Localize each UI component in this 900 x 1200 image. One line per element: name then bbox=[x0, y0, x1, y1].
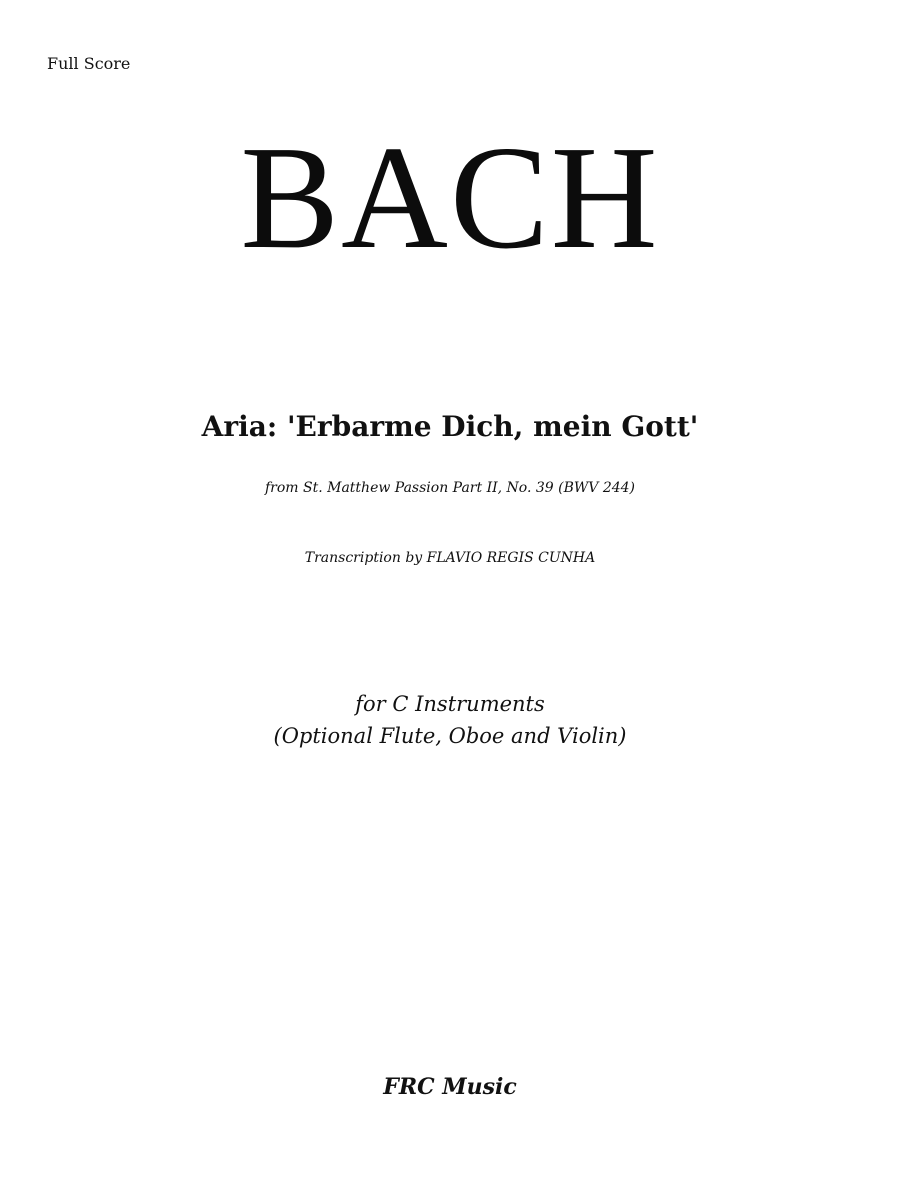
work-title: Aria: 'Erbarme Dich, mein Gott' bbox=[201, 410, 699, 443]
instrumentation-line-2: (Optional Flute, Oboe and Violin) bbox=[273, 724, 627, 748]
instrumentation-line-1: for C Instruments bbox=[355, 692, 545, 716]
publisher-name: FRC Music bbox=[383, 1074, 517, 1100]
composer-name: BACH bbox=[240, 116, 660, 280]
instrumentation-block bbox=[0, 688, 900, 752]
full-score-label: Full Score bbox=[47, 54, 131, 73]
transcription-credit: Transcription by FLAVIO REGIS CUNHA bbox=[304, 550, 596, 566]
source-note: from St. Matthew Passion Part II, No. 39 (BWV 244) bbox=[264, 480, 636, 496]
